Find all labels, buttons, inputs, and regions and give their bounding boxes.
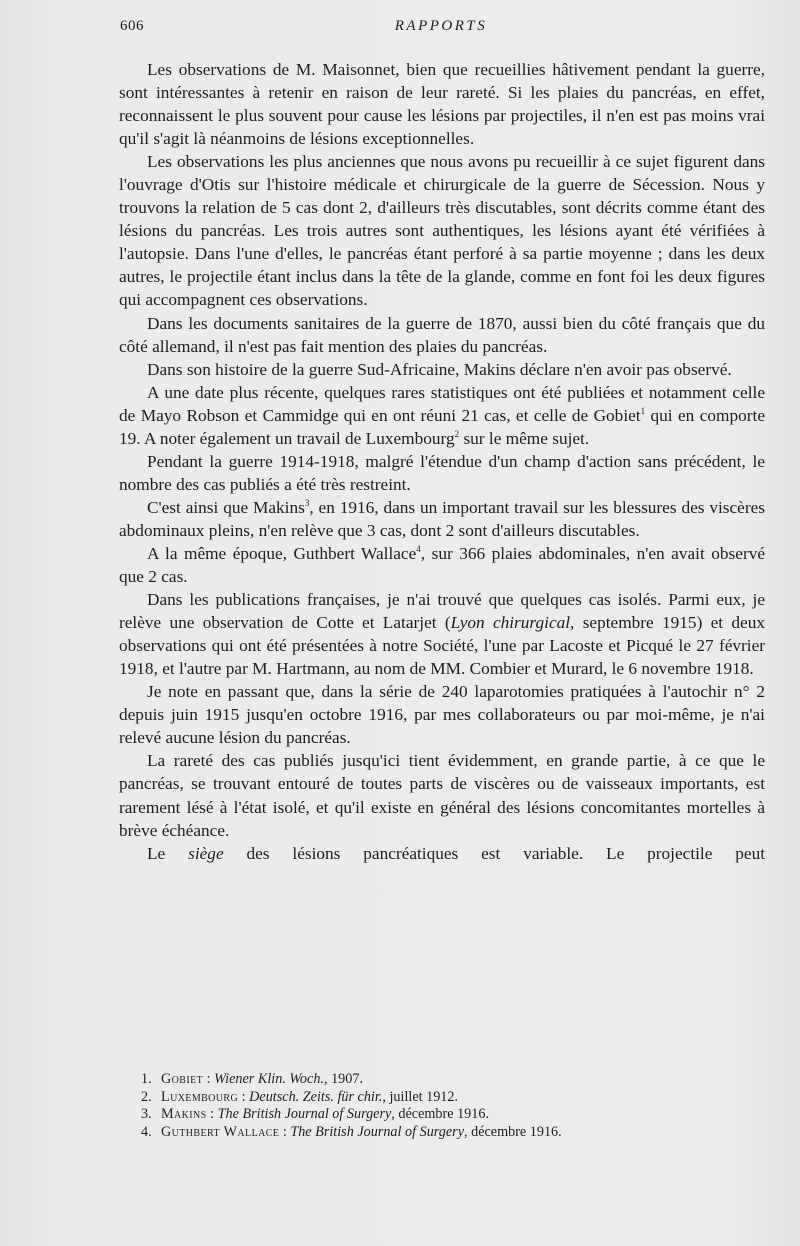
footnote-number: 4. [141,1123,152,1140]
paragraph [119,150,765,311]
paragraph-text: Pendant la guerre 1914-1918, malgré l'étendue d'un champ d'action sans précédent, le nombre des cas publiés a été très restreint. [119,451,765,494]
footnote-ref: 4 [416,543,421,554]
running-title: RAPPORTS [394,18,488,34]
paragraph-text: des lésions pancréatiques est variable. Le projectile peut [223,843,766,863]
paragraph [119,542,765,588]
footnote-number: 3. [141,1106,152,1122]
footnote-rest: , 1907. [323,1071,363,1087]
footnote-separator: : [238,1088,250,1105]
footnote-rest: , juillet 1912. [382,1088,459,1105]
footnote-journal: The British Journal of Surgery [217,1106,392,1122]
paragraph-text: Dans son histoire de la guerre Sud-Africaine, Makins déclare n'en avoir pas observé. [147,359,732,379]
paragraph-text: Je note en passant que, dans la série de 240 laparotomies pratiquées à l'autochir n° 2 depuis juin 1915 jusqu'en octobre 1916, par mes collaborateurs ou par moi-même, je n'ai relevé aucune lésion du pancréas. [119,682,765,748]
paragraph-text: C'est ainsi que Makins [147,497,305,517]
footnote-separator: : [279,1123,291,1140]
paragraph-text: Les observations les plus anciennes que nous avons pu recueillir à ce sujet figurent dans l'ouvrage d'Otis sur l'histoire médicale et chirurgicale de la guerre de Sécession. Nous y trouvons la relation de 5 cas dont 2, d'ailleurs très discutables, sont décrits comme étant des lésions du pancréas. Les trois autres sont authentiques, les lésions ayant été vérifiées à l'autopsie. Dans l'une d'elles, le pancréas étant perforé à sa partie moyenne ; dans les deux autres, le projectile étant inclus dans la tête de la glande, comme en font foi les deux figures qui accompagnent ces observations. [119,152,765,310]
footnote-author: Makins [161,1106,207,1122]
footnotes [141,1071,761,1141]
paragraph-text: , sur 366 plaies abdominales, n'en avait observé que 2 cas. [119,543,766,587]
footnote-author: Luxembourg [161,1088,239,1105]
paragraph [119,496,765,542]
page-number: 606 [120,18,144,34]
paragraph [119,312,765,358]
footnote-journal: The British Journal of Surgery [290,1123,464,1140]
paragraph-text: A une date plus récente, quelques rares statistiques ont été publiées et notamment celle de Mayo Robson et Cammidge qui en ont réuni 21 cas, et celle de Gobiet [119,382,765,425]
footnote-number: 2. [141,1088,152,1105]
footnote-separator: : [206,1106,218,1122]
paragraph [119,358,765,381]
footnote-rest: , décembre 1916. [464,1123,562,1140]
footnote-author: Guthbert Wallace [161,1123,280,1140]
paragraph [119,588,765,680]
journal-title: Lyon chirurgical, [450,613,575,633]
body-text [119,58,765,865]
footnote [141,1071,761,1089]
footnote [141,1089,761,1107]
paragraph [119,749,765,841]
paragraph-text: Dans les documents sanitaires de la guerre de 1870, aussi bien du côté français que du côté allemand, il n'est pas fait mention des plaies du pancréas. [119,313,765,356]
paragraph [119,381,765,450]
footnote-rest: , décembre 1916. [391,1106,489,1122]
page-header [120,18,762,40]
footnote-ref: 1 [640,405,646,416]
footnote-ref: 3 [304,497,310,508]
footnote-journal: Deutsch. Zeits. für chir. [249,1088,383,1105]
footnote-number: 1. [141,1071,152,1087]
paragraph-text: septembre 1915) et deux observations qui ont été présentées à notre Société, l'une par Lacoste et Picqué le 27 février 1918, et l'autre par M. Hartmann, au nom de MM. Combier et Murard, le 6 novembre 1918. [119,613,765,679]
paragraph-text: A la même époque, Guthbert Wallace [147,543,417,563]
paragraph [119,680,765,749]
footnote [141,1124,761,1142]
paragraph-text: qui en comporte 19. A noter également un travail de Luxembourg [119,405,765,448]
footnote-journal: Wiener Klin. Woch. [214,1071,324,1087]
paragraph-text: Les observations de M. Maisonnet, bien que recueillies hâtivement pendant la guerre, sont intéressantes à retenir en raison de leur rareté. Si les plaies du pancréas, en effet, reconnaissent le plus souvent pour cause les lésions par projectiles, il n'en est pas moins vrai qu'il s'agit là néanmoins de lésions exceptionnelles. [119,60,765,149]
paragraph-text: La rareté des cas publiés jusqu'ici tient évidemment, en grande partie, à ce que le pancréas, se trouvant entouré de toutes parts de viscères ou de vaisseaux importants, est rarement lésé à l'état isolé, et qu'il existe en général des lésions concomitantes mortelles à brève échéance. [119,751,765,840]
footnote-ref: 2 [454,428,460,439]
footnote [141,1106,761,1124]
paragraph [119,58,765,150]
paragraph-text: Dans les publications françaises, je n'ai trouvé que quelques cas isolés. Parmi eux, je relève une observation de Cotte et Latarjet ( [119,590,765,633]
footnote-author: Gobiet [161,1071,204,1087]
paragraph-text: , en 1916, dans un important travail sur les blessures des viscères abdominaux pleins, n'en relève que 3 cas, dont 2 sont d'ailleurs discutables. [119,497,765,540]
paragraph-text: sur le même sujet. [459,428,590,448]
emphasis: siège [188,843,224,863]
paragraph-text: Le [147,843,189,863]
footnote-separator: : [203,1071,215,1087]
paragraph [119,842,765,865]
paragraph [119,450,765,496]
